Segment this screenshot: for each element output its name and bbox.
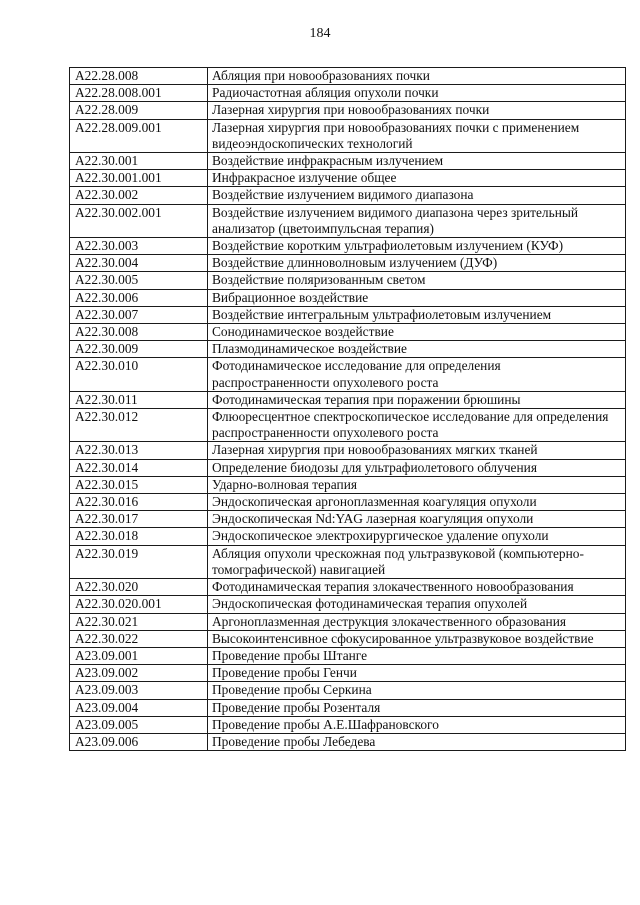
table-row — [70, 306, 626, 323]
service-name-cell: Воздействие излучением видимого диапазона — [208, 187, 626, 204]
service-code-cell: A22.28.009.001 — [70, 119, 208, 152]
service-code-cell: A23.09.004 — [70, 699, 208, 716]
table-row — [70, 494, 626, 511]
table-row — [70, 613, 626, 630]
service-code-cell: A22.30.009 — [70, 341, 208, 358]
table-row — [70, 579, 626, 596]
service-name-cell: Воздействие длинноволновым излучением (ДУФ) — [208, 255, 626, 272]
table-row — [70, 716, 626, 733]
table-row — [70, 409, 626, 442]
table-row — [70, 733, 626, 750]
table-row — [70, 341, 626, 358]
service-code-cell: A22.30.021 — [70, 613, 208, 630]
service-code-cell: A23.09.001 — [70, 647, 208, 664]
table-row — [70, 102, 626, 119]
service-name-cell: Воздействие инфракрасным излучением — [208, 153, 626, 170]
table-row — [70, 665, 626, 682]
service-code-cell: A22.30.015 — [70, 476, 208, 493]
service-code-cell: A22.30.018 — [70, 528, 208, 545]
service-name-cell: Проведение пробы Генчи — [208, 665, 626, 682]
table-row — [70, 476, 626, 493]
table-row — [70, 324, 626, 341]
service-code-cell: A22.30.016 — [70, 494, 208, 511]
service-name-cell: Определение биодозы для ультрафиолетового облучения — [208, 459, 626, 476]
table-row — [70, 358, 626, 391]
table-row — [70, 238, 626, 255]
service-code-cell: A22.30.013 — [70, 442, 208, 459]
service-name-cell: Лазерная хирургия при новообразованиях мягких тканей — [208, 442, 626, 459]
table-row — [70, 647, 626, 664]
service-code-cell: A22.30.002.001 — [70, 204, 208, 237]
service-name-cell: Ударно-волновая терапия — [208, 476, 626, 493]
service-code-cell: A22.30.001.001 — [70, 170, 208, 187]
table-row — [70, 442, 626, 459]
service-code-cell: A22.28.008 — [70, 68, 208, 85]
service-name-cell: Вибрационное воздействие — [208, 289, 626, 306]
table-row — [70, 289, 626, 306]
service-code-cell: A22.30.005 — [70, 272, 208, 289]
service-name-cell: Проведение пробы Розенталя — [208, 699, 626, 716]
table-row — [70, 528, 626, 545]
table-row — [70, 170, 626, 187]
service-code-cell: A22.28.008.001 — [70, 85, 208, 102]
service-name-cell: Лазерная хирургия при новообразованиях почки — [208, 102, 626, 119]
service-code-cell: A22.28.009 — [70, 102, 208, 119]
service-name-cell: Проведение пробы А.Е.Шафрановского — [208, 716, 626, 733]
table-row — [70, 255, 626, 272]
service-code-cell: A22.30.020.001 — [70, 596, 208, 613]
service-name-cell: Аргоноплазменная деструкция злокачественного образования — [208, 613, 626, 630]
service-name-cell: Эндоскопическая Nd:YAG лазерная коагуляция опухоли — [208, 511, 626, 528]
service-name-cell: Радиочастотная абляция опухоли почки — [208, 85, 626, 102]
service-code-cell: A22.30.017 — [70, 511, 208, 528]
table-row — [70, 68, 626, 85]
table-row — [70, 459, 626, 476]
service-code-cell: A22.30.011 — [70, 391, 208, 408]
table-row — [70, 511, 626, 528]
service-code-cell: A23.09.002 — [70, 665, 208, 682]
service-name-cell: Проведение пробы Штанге — [208, 647, 626, 664]
table-row — [70, 682, 626, 699]
service-code-cell: A22.30.019 — [70, 545, 208, 578]
table-row — [70, 596, 626, 613]
service-code-cell: A23.09.003 — [70, 682, 208, 699]
service-name-cell: Проведение пробы Серкина — [208, 682, 626, 699]
service-code-cell: A22.30.007 — [70, 306, 208, 323]
service-code-cell: A22.30.020 — [70, 579, 208, 596]
service-code-table — [69, 67, 626, 751]
page-number: 184 — [309, 26, 331, 41]
service-name-cell: Эндоскопическое электрохирургическое удаление опухоли — [208, 528, 626, 545]
table-row — [70, 153, 626, 170]
service-name-cell: Воздействие излучением видимого диапазона через зрительный анализатор (цветоимпульсная терапия) — [208, 204, 626, 237]
service-name-cell: Абляция опухоли чрескожная под ультразвуковой (компьютерно-томографической) навигацией — [208, 545, 626, 578]
service-code-cell: A22.30.012 — [70, 409, 208, 442]
service-name-cell: Воздействие интегральным ультрафиолетовым излучением — [208, 306, 626, 323]
service-code-cell: A22.30.004 — [70, 255, 208, 272]
service-name-cell: Лазерная хирургия при новообразованиях почки с применением видеоэндоскопических технологий — [208, 119, 626, 152]
service-name-cell: Воздействие коротким ультрафиолетовым излучением (КУФ) — [208, 238, 626, 255]
service-code-cell: A23.09.005 — [70, 716, 208, 733]
service-code-cell: A22.30.014 — [70, 459, 208, 476]
service-name-cell: Проведение пробы Лебедева — [208, 733, 626, 750]
service-name-cell: Эндоскопическая фотодинамическая терапия опухолей — [208, 596, 626, 613]
table-row — [70, 630, 626, 647]
service-code-cell: A22.30.010 — [70, 358, 208, 391]
service-name-cell: Абляция при новообразованиях почки — [208, 68, 626, 85]
table-row — [70, 187, 626, 204]
table-row — [70, 119, 626, 152]
service-name-cell: Флюоресцентное спектроскопическое исследование для определения распространенности опухолевого роста — [208, 409, 626, 442]
service-name-cell: Сонодинамическое воздействие — [208, 324, 626, 341]
service-name-cell: Фотодинамическое исследование для определения распространенности опухолевого роста — [208, 358, 626, 391]
service-name-cell: Воздействие поляризованным светом — [208, 272, 626, 289]
table-row — [70, 204, 626, 237]
service-name-cell: Высокоинтенсивное сфокусированное ультразвуковое воздействие — [208, 630, 626, 647]
table-row — [70, 391, 626, 408]
service-code-table-body — [70, 68, 626, 751]
service-code-cell: A22.30.003 — [70, 238, 208, 255]
service-code-cell: A22.30.022 — [70, 630, 208, 647]
table-row — [70, 545, 626, 578]
service-name-cell: Фотодинамическая терапия злокачественного новообразования — [208, 579, 626, 596]
service-code-cell: A23.09.006 — [70, 733, 208, 750]
service-code-cell: A22.30.008 — [70, 324, 208, 341]
service-name-cell: Фотодинамическая терапия при поражении брюшины — [208, 391, 626, 408]
service-code-cell: A22.30.002 — [70, 187, 208, 204]
table-row — [70, 272, 626, 289]
service-name-cell: Плазмодинамическое воздействие — [208, 341, 626, 358]
table-row — [70, 699, 626, 716]
table-row — [70, 85, 626, 102]
service-name-cell: Инфракрасное излучение общее — [208, 170, 626, 187]
service-code-cell: A22.30.001 — [70, 153, 208, 170]
service-code-cell: A22.30.006 — [70, 289, 208, 306]
service-name-cell: Эндоскопическая аргоноплазменная коагуляция опухоли — [208, 494, 626, 511]
